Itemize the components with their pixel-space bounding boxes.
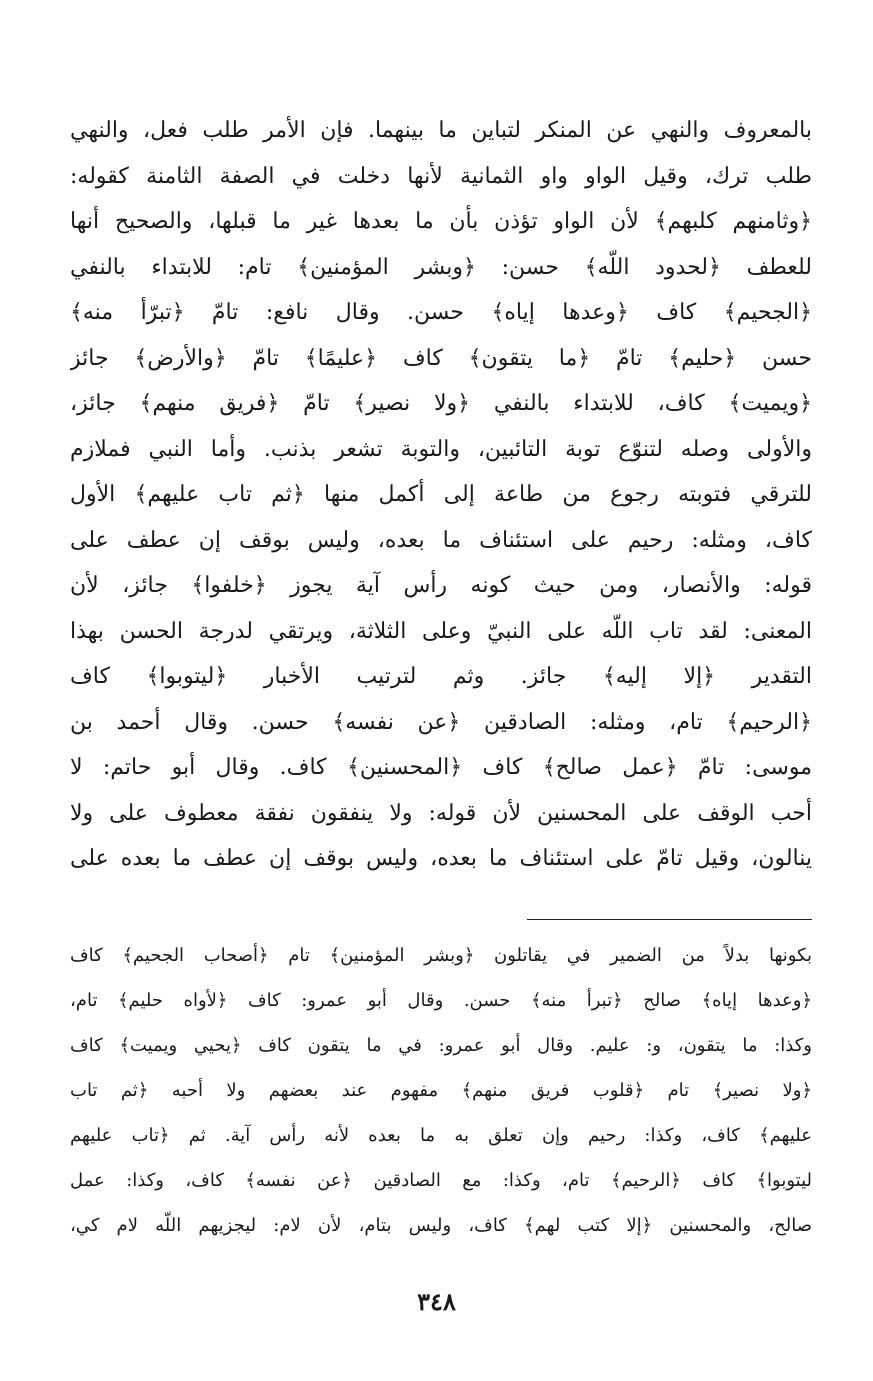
main-text-line: حسن ﴿حليم﴾ تامّ ﴿ما يتقون﴾ كاف ﴿عليمًا﴾ تامّ ﴿والأرض﴾ جائز (70, 345, 812, 371)
main-text-line: موسى: تامّ ﴿عمل صالح﴾ كاف ﴿المحسنين﴾ كاف. وقال أبو حاتم: لا (70, 755, 812, 780)
main-text-line: بالمعروف والنهي عن المنكر لتباين ما بينهما. فإن الأمر طلب فعل، والنهي (70, 118, 812, 143)
main-text-line: ﴿ويميت﴾ كاف، للابتداء بالنفي ﴿ولا نصير﴾ تامّ ﴿فريق منهم﴾ جائز، (70, 391, 812, 416)
footnote-line: عليهم﴾ كاف، وكذا: رحيم وإن تعلق به ما بعده لأنه رأس آية. ثم ﴿تاب عليهم (70, 1125, 812, 1146)
main-text-line: ﴿الرحيم﴾ تام، ومثله: الصادقين ﴿عن نفسه﴾ حسن. وقال أحمد بن (70, 709, 812, 735)
main-text-line: ﴿وثامنهم كلبهم﴾ لأن الواو تؤذن بأن ما بعدها غير ما قبلها، والصحيح أنها (70, 209, 812, 234)
main-text-line: للترقي فتوبته رجوع من طاعة إلى أكمل منها ﴿ثم تاب عليهم﴾ الأول (70, 482, 812, 507)
main-text-line: قوله: والأنصار، ومن حيث كونه رأس آية يجوز ﴿خلفوا﴾ جائز، لأن (70, 573, 812, 598)
footnote-line: وكذا: ما يتقون، و: عليم. وقال أبو عمرو: في ما يتقون كاف ﴿يحيي ويميت﴾ كاف (70, 1035, 812, 1056)
footnote-line: ﴿وعدها إياه﴾ صالح ﴿تبرأ منه﴾ حسن. وقال أبو عمرو: كاف ﴿لأواه حليم﴾ تام، (70, 990, 812, 1011)
main-text-line: والأولى وصله لتنوّع توبة التائبين، والتوبة تشعر بذنب. وأما النبي فملازم (70, 436, 812, 462)
main-text-line: كاف، ومثله: رحيم على استئناف ما بعده، وليس بوقف إن عطف على (70, 527, 812, 553)
main-text-line: ﴿الجحيم﴾ كاف ﴿وعدها إياه﴾ حسن. وقال نافع: تامّ ﴿تبرّأ منه﴾ (70, 300, 812, 325)
main-text-line: ينالون، وقيل تامّ على استئناف ما بعده، وليس بوقف إن عطف ما بعده على (70, 846, 812, 871)
page-number: ٣٤٨ (417, 1287, 456, 1316)
main-text-line: المعنى: لقد تاب اللّه على النبيّ وعلى الثلاثة، ويرتقي لدرجة الحسن بهذا (70, 618, 812, 644)
footnote-divider (527, 919, 812, 920)
main-text-line: طلب ترك، وقيل الواو واو الثمانية لأنها دخلت في الصفة الثامنة كقوله: (70, 163, 812, 189)
main-text-line: أحب الوقف على المحسنين لأن قوله: ولا ينفقون نفقة معطوف على ولا (70, 800, 812, 826)
footnote-line: صالح، والمحسنين ﴿إلا كتب لهم﴾ كاف، وليس بتام، لأن لام: ليجزيهم اللّه لام كي، (70, 1215, 812, 1236)
footnote-line: ليتوبوا﴾ كاف ﴿الرحيم﴾ تام، وكذا: مع الصادقين ﴿عن نفسه﴾ كاف، وكذا: عمل (70, 1170, 812, 1191)
footnote-line: بكونها بدلاً من الضمير في يقاتلون ﴿وبشر المؤمنين﴾ تام ﴿أصحاب الجحيم﴾ كاف (70, 945, 812, 966)
main-text-line: للعطف ﴿لحدود اللّه﴾ حسن: ﴿وبشر المؤمنين﴾ تام: للابتداء بالنفي (70, 254, 812, 280)
footnotes-block (70, 933, 812, 1248)
footnote-line: ﴿ولا نصير﴾ تام ﴿قلوب فريق منهم﴾ مفهوم عند بعضهم ولا أحبه ﴿ثم تاب (70, 1080, 812, 1101)
main-text-line: التقدير ﴿إلا إليه﴾ جائز. وثم لترتيب الأخبار ﴿ليتوبوا﴾ كاف (70, 664, 812, 689)
main-text-block (70, 108, 812, 882)
